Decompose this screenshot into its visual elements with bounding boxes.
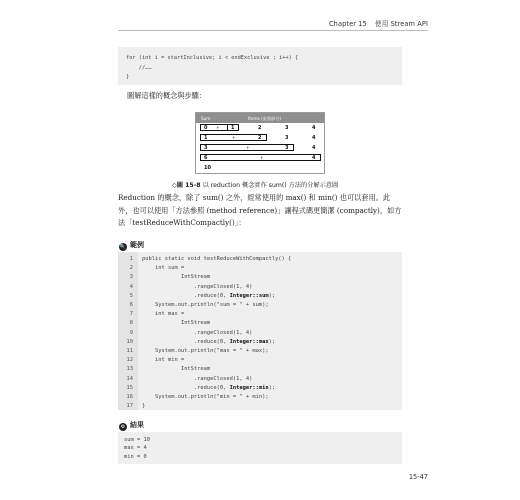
line-number: 5 xyxy=(129,292,133,299)
line-number: 4 xyxy=(129,283,133,290)
code-segment: .reduce(0, xyxy=(142,338,230,345)
code-segment: System.out.println("max = " + max); xyxy=(142,348,269,354)
line-number: 8 xyxy=(129,320,133,327)
code-line xyxy=(118,264,402,273)
code-segment: .rangeClosed(1, 4) xyxy=(142,329,253,336)
method-reference: Integer::max xyxy=(229,338,269,345)
sum-value: 3 xyxy=(204,145,208,151)
code-text xyxy=(142,255,291,264)
example-heading xyxy=(119,240,144,251)
code-segment: IntStream xyxy=(142,274,211,281)
code-segment: IntStream xyxy=(142,366,211,373)
code-line xyxy=(118,319,402,328)
code-line xyxy=(118,310,402,319)
code-line xyxy=(118,283,402,292)
line-number: 9 xyxy=(129,329,133,336)
line-number: 15 xyxy=(126,384,133,391)
result-heading xyxy=(119,420,144,431)
code-segment: .reduce(0, xyxy=(142,292,230,299)
code-line xyxy=(118,402,402,411)
code-line xyxy=(118,273,402,282)
code-segment: System.out.println("min = " + min); xyxy=(142,394,269,400)
code-line xyxy=(118,255,402,264)
code-line xyxy=(118,347,402,356)
code-segment: public static void testReduceWithCompactly() { xyxy=(142,256,292,262)
code-line: for (int i = startInclusive; i < endExclusive ; i++) { xyxy=(126,55,299,61)
item-value: 4 xyxy=(312,135,316,141)
code-text xyxy=(142,402,145,411)
line-number: 12 xyxy=(126,357,133,364)
sum-value: 0 xyxy=(204,125,208,131)
line-number: 10 xyxy=(126,338,133,345)
code-text xyxy=(142,329,252,338)
code-text xyxy=(142,338,275,347)
chapter-label: Chapter 15 xyxy=(328,20,367,28)
code-text xyxy=(142,319,210,328)
code-text xyxy=(142,356,184,365)
reduction-diagram xyxy=(195,112,325,174)
item-value: 2 xyxy=(258,135,262,141)
code-text xyxy=(142,347,269,356)
plus-sign: + xyxy=(246,145,250,151)
body-paragraph: Reduction 的概念，除了 sum() 之外，經常使用的 max() 和 min() 也可以套用。此外，也可以使用「方法參照 (method reference)」讓程式碼更簡潔 (compactly)，如方法「testReduceWithCompactly()」： xyxy=(118,193,402,227)
output-block xyxy=(118,432,402,464)
item-value: 3 xyxy=(285,125,289,131)
item-value: 4 xyxy=(312,155,316,161)
code-line: //…… xyxy=(126,64,152,71)
header-items: Items (灰黑部分) xyxy=(248,115,282,121)
magnifier-icon: 🔍 xyxy=(119,244,127,250)
code-segment: .rangeClosed(1, 4) xyxy=(142,283,253,290)
line-number: 16 xyxy=(126,394,133,400)
code-text xyxy=(142,264,184,273)
code-segment: System.out.println("sum = " + sum); xyxy=(142,302,269,308)
code-line xyxy=(118,365,402,374)
code-segment: IntStream xyxy=(142,320,211,327)
example-code-block xyxy=(118,252,402,410)
code-line xyxy=(118,393,402,402)
code-segment: int min = xyxy=(142,357,185,364)
code-segment: ); xyxy=(268,292,276,299)
output-icon: ⚙ xyxy=(120,424,126,430)
code-line xyxy=(118,375,402,384)
line-number: 6 xyxy=(129,302,133,308)
code-segment: ); xyxy=(268,384,276,391)
output-line: sum = 10 xyxy=(124,437,150,443)
line-number: 17 xyxy=(126,403,133,410)
code-text xyxy=(142,384,275,393)
figure-caption xyxy=(172,180,338,189)
code-line: } xyxy=(126,74,130,80)
code-text xyxy=(142,310,184,319)
code-line xyxy=(118,301,402,310)
plus-sign: + xyxy=(260,155,264,161)
code-line xyxy=(118,292,402,301)
example-heading-label: 範例 xyxy=(130,241,144,249)
code-segment: .reduce(0, xyxy=(142,384,230,391)
sum-value: 6 xyxy=(204,155,208,161)
code-segment: .rangeClosed(1, 4) xyxy=(142,375,253,382)
header-rule xyxy=(118,30,428,31)
intro-text: 圖解這樣的概念與步驟： xyxy=(127,91,207,100)
sum-value: 1 xyxy=(204,135,208,141)
line-number: 13 xyxy=(126,366,133,373)
final-sum: 10 xyxy=(204,165,211,171)
code-line xyxy=(118,329,402,338)
code-text xyxy=(142,365,210,374)
header-sum: Sum xyxy=(201,115,211,121)
line-number: 2 xyxy=(129,265,133,272)
chapter-title: 使用 Stream API xyxy=(375,20,428,28)
plus-sign: + xyxy=(232,135,236,141)
code-segment: ); xyxy=(268,338,276,345)
top-code-block xyxy=(118,47,402,85)
code-text xyxy=(142,292,275,301)
item-value: 3 xyxy=(285,145,289,151)
running-head xyxy=(329,18,428,28)
item-value: 1 xyxy=(231,125,235,131)
figure-label: ◇圖 15-8 xyxy=(172,182,201,189)
plus-sign: + xyxy=(216,125,220,131)
code-text xyxy=(142,375,252,384)
code-line xyxy=(118,356,402,365)
output-line: max = 4 xyxy=(124,445,147,452)
line-number: 7 xyxy=(129,311,133,318)
output-line: min = 0 xyxy=(124,453,147,460)
line-number: 1 xyxy=(129,256,133,262)
diagram-header xyxy=(196,113,324,123)
line-number: 3 xyxy=(129,274,133,281)
code-segment: int sum = xyxy=(142,265,185,272)
code-segment: int max = xyxy=(142,311,185,318)
item-value: 4 xyxy=(312,145,316,151)
page-number: 15-47 xyxy=(408,473,428,481)
method-reference: Integer::min xyxy=(229,384,269,391)
line-number: 11 xyxy=(126,348,133,354)
code-segment: } xyxy=(142,403,146,410)
item-value: 3 xyxy=(285,135,289,141)
item-value: 2 xyxy=(258,125,262,131)
code-text xyxy=(142,273,210,282)
code-line xyxy=(118,384,402,393)
figure-text: 以 reduction 概念實作 sum() 方法的分解示意圖 xyxy=(202,182,339,189)
result-heading-label: 結果 xyxy=(130,421,144,429)
code-text xyxy=(142,283,252,292)
line-number: 14 xyxy=(126,375,133,382)
item-value: 4 xyxy=(312,125,316,131)
code-text xyxy=(142,393,269,402)
code-line xyxy=(118,338,402,347)
code-text xyxy=(142,301,269,310)
method-reference: Integer::sum xyxy=(229,292,269,299)
